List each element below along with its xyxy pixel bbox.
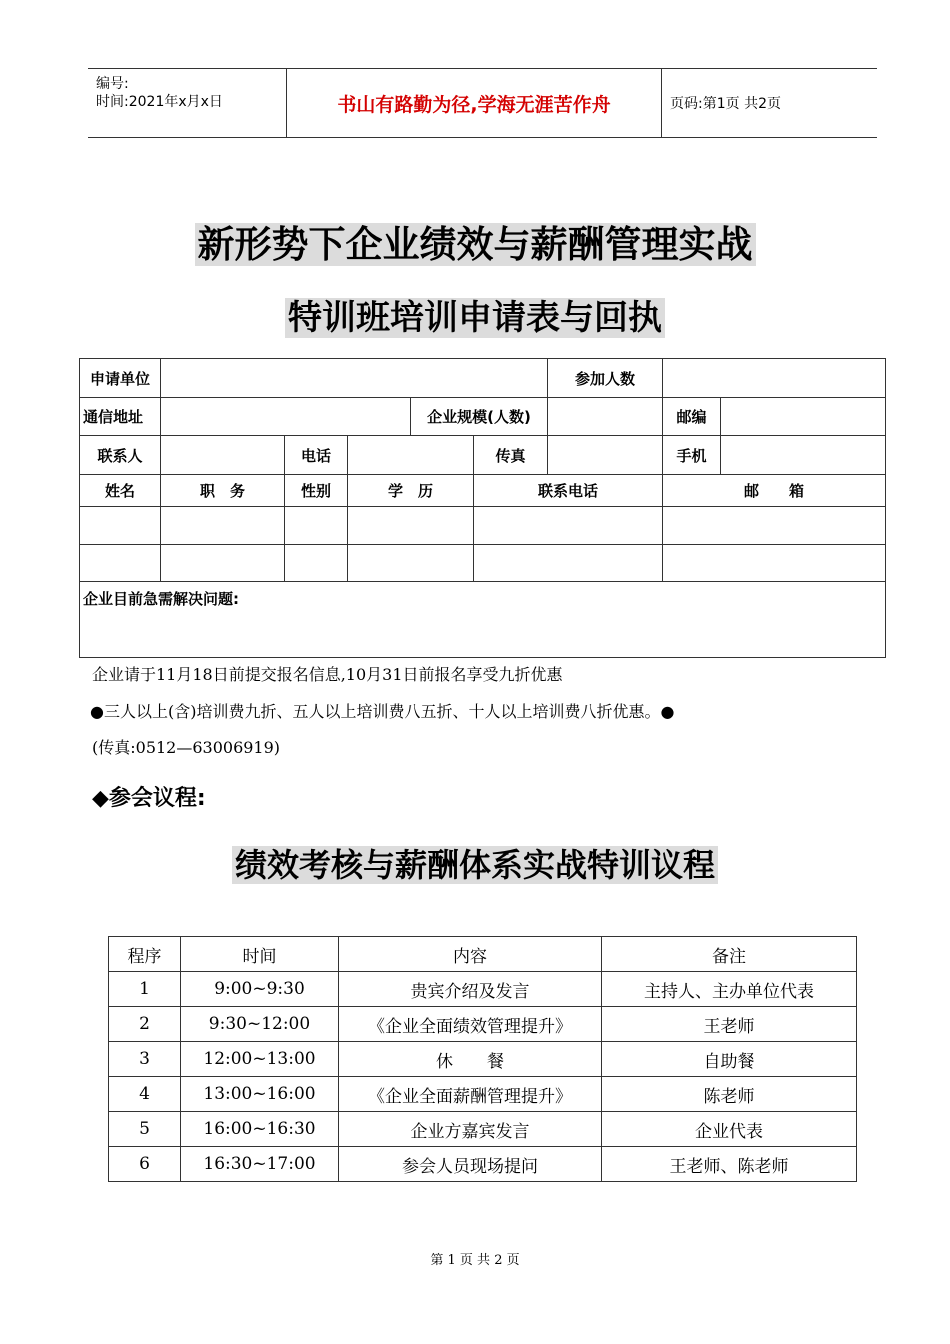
agenda-content: 贵宾介绍及发言 — [339, 972, 602, 1007]
agenda-remark: 自助餐 — [602, 1042, 857, 1077]
phone-field[interactable] — [348, 436, 474, 475]
table-row — [109, 1042, 857, 1077]
phone-label: 电话 — [285, 436, 348, 475]
page-footer: 第 1 页 共 2 页 — [430, 1253, 520, 1268]
agenda-step: 1 — [109, 972, 181, 1007]
agenda-col-step: 程序 — [109, 937, 181, 972]
agenda-col-remark: 备注 — [602, 937, 857, 972]
discount-note: ●三人以上(含)培训费九折、五人以上培训费八五折、十人以上培训费八折优惠。● — [90, 702, 675, 721]
document-subtitle-text: 特训班培训申请表与回执 — [285, 298, 665, 338]
attendee-row — [80, 507, 886, 545]
attendee-row — [80, 545, 886, 582]
application-form — [79, 358, 886, 658]
attendee-position-field[interactable] — [161, 545, 285, 582]
agenda-step: 5 — [109, 1112, 181, 1147]
attendee-position-field[interactable] — [161, 507, 285, 545]
agenda-content: 企业方嘉宾发言 — [339, 1112, 602, 1147]
participants-label: 参加人数 — [548, 359, 663, 398]
postcode-field[interactable] — [721, 398, 886, 436]
document-title-text: 新形势下企业绩效与薪酬管理实战 — [195, 223, 756, 266]
agenda-remark: 王老师、陈老师 — [602, 1147, 857, 1182]
col-education-header: 学 历 — [348, 475, 474, 507]
fax-field[interactable] — [548, 436, 663, 475]
attendee-name-field[interactable] — [80, 507, 161, 545]
col-email-header: 邮 箱 — [663, 475, 886, 507]
col-position-header: 职 务 — [161, 475, 285, 507]
table-row — [109, 1077, 857, 1112]
document-subtitle — [0, 290, 950, 339]
agenda-remark: 王老师 — [602, 1007, 857, 1042]
deadline-note: 企业请于11月18日前提交报名信息,10月31日前报名享受九折优惠 — [92, 665, 563, 684]
agenda-time: 16:00~16:30 — [181, 1112, 339, 1147]
agenda-col-time: 时间 — [181, 937, 339, 972]
header-meta — [88, 69, 286, 137]
agenda-time: 13:00~16:00 — [181, 1077, 339, 1112]
attendee-email-field[interactable] — [663, 545, 886, 582]
agenda-title-text: 绩效考核与薪酬体系实战特训议程 — [232, 846, 718, 884]
agenda-time: 16:30~17:00 — [181, 1147, 339, 1182]
agenda-step: 6 — [109, 1147, 181, 1182]
page-header — [88, 68, 877, 138]
table-row — [109, 972, 857, 1007]
agenda-heading: ◆参会议程: — [92, 786, 206, 811]
address-field[interactable] — [161, 398, 411, 436]
attendee-phone-field[interactable] — [474, 545, 663, 582]
attendee-gender-field[interactable] — [285, 545, 348, 582]
address-label: 通信地址 — [80, 398, 161, 436]
attendee-phone-field[interactable] — [474, 507, 663, 545]
mobile-field[interactable] — [721, 436, 886, 475]
attendee-education-field[interactable] — [348, 507, 474, 545]
agenda-remark: 陈老师 — [602, 1077, 857, 1112]
company-size-field[interactable] — [548, 398, 663, 436]
agenda-col-content: 内容 — [339, 937, 602, 972]
applicant-unit-field[interactable] — [161, 359, 548, 398]
agenda-remark: 企业代表 — [602, 1112, 857, 1147]
agenda-title — [0, 840, 950, 886]
urgent-issues-field[interactable] — [80, 582, 886, 658]
agenda-time: 12:00~13:00 — [181, 1042, 339, 1077]
applicant-unit-label: 申请单位 — [80, 359, 161, 398]
time-label: 时间:2021年x月x日 — [96, 94, 223, 110]
contact-field[interactable] — [161, 436, 285, 475]
attendee-email-field[interactable] — [663, 507, 886, 545]
agenda-content: 休 餐 — [339, 1042, 602, 1077]
serial-label: 编号: — [96, 76, 129, 92]
agenda-content: 《企业全面绩效管理提升》 — [339, 1007, 602, 1042]
mobile-label: 手机 — [663, 436, 721, 475]
contact-label: 联系人 — [80, 436, 161, 475]
agenda-step: 4 — [109, 1077, 181, 1112]
table-row — [109, 1007, 857, 1042]
document-title — [0, 214, 950, 268]
agenda-remark: 主持人、主办单位代表 — [602, 972, 857, 1007]
fax-label: 传真 — [474, 436, 548, 475]
company-size-label: 企业规模(人数) — [411, 398, 548, 436]
urgent-issues-label: 企业目前急需解决问题: — [83, 590, 239, 608]
attendee-name-field[interactable] — [80, 545, 161, 582]
attendee-gender-field[interactable] — [285, 507, 348, 545]
postcode-label: 邮编 — [663, 398, 721, 436]
col-name-header: 姓名 — [80, 475, 161, 507]
agenda-time: 9:00~9:30 — [181, 972, 339, 1007]
agenda-time: 9:30~12:00 — [181, 1007, 339, 1042]
fax-note: (传真:0512—63006919) — [92, 738, 281, 757]
col-gender-header: 性别 — [285, 475, 348, 507]
agenda-content: 参会人员现场提问 — [339, 1147, 602, 1182]
participants-field[interactable] — [663, 359, 886, 398]
table-row — [109, 1147, 857, 1182]
col-contact-phone-header: 联系电话 — [474, 475, 663, 507]
agenda-step: 2 — [109, 1007, 181, 1042]
header-motto: 书山有路勤为径,学海无涯苦作舟 — [286, 69, 662, 137]
table-row — [109, 1112, 857, 1147]
header-page-info: 页码:第1页 共2页 — [670, 96, 781, 112]
agenda-content: 《企业全面薪酬管理提升》 — [339, 1077, 602, 1112]
agenda-header-row — [109, 937, 857, 972]
agenda-step: 3 — [109, 1042, 181, 1077]
agenda-table — [108, 936, 857, 1182]
attendee-education-field[interactable] — [348, 545, 474, 582]
